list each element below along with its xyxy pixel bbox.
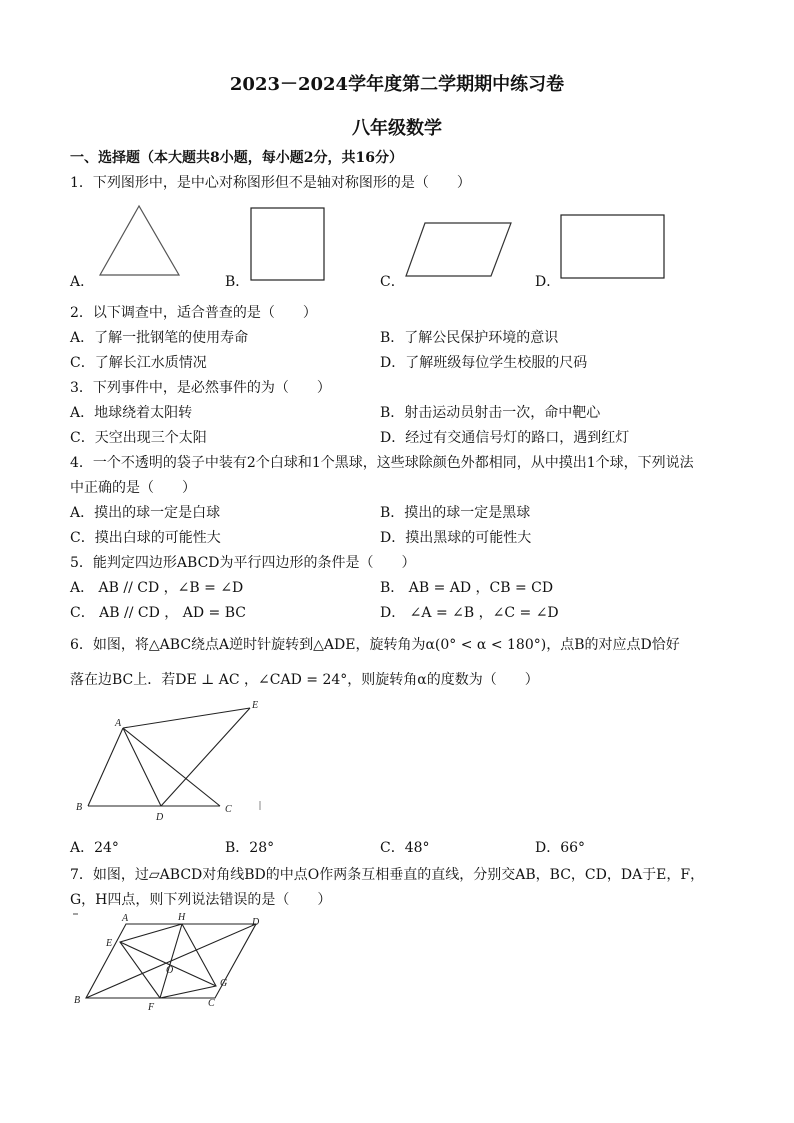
q5-option-c: C． AB // CD ， AD = BC: [70, 605, 246, 621]
q1-stem: 1．下列图形中，是中心对称图形但不是轴对称图形的是（ ）: [70, 175, 471, 191]
q5-option-d: D． ∠A = ∠B ，∠C = ∠D: [380, 605, 559, 621]
label-point-a: A: [122, 913, 129, 924]
q4-option-d: D．摸出黑球的可能性大: [380, 530, 532, 546]
label-point-b: B: [76, 802, 83, 813]
q6-option-d: D．66°: [535, 840, 586, 856]
label-point-e: E: [106, 938, 113, 949]
segment-ad: [123, 728, 161, 806]
q6-stem-line2: 落在边BC上．若DE ⊥ AC ，∠CAD = 24°，则旋转角α的度数为（ ）: [70, 672, 539, 688]
line-hf: [160, 924, 182, 998]
q5-option-a: A． AB // CD ，∠B = ∠D: [70, 580, 244, 596]
q6-option-c: C．48°: [380, 840, 430, 856]
label-point-h: H: [178, 912, 186, 923]
label-point-b: B: [74, 995, 81, 1006]
q1-parallelogram-figure: [403, 220, 515, 280]
q2-option-c: C．了解长江水质情况: [70, 355, 207, 371]
q2-option-a: A．了解一批钢笔的使用寿命: [70, 330, 249, 346]
q3-stem: 3．下列事件中，是必然事件的为（ ）: [70, 380, 331, 396]
q1-triangle-figure: [95, 203, 185, 278]
quadrilateral-ehgf: [120, 924, 216, 998]
q4-option-b: B．摸出的球一定是黑球: [380, 505, 531, 521]
q1-option-d: D．: [535, 274, 561, 290]
q5-option-b: B． AB = AD ，CB = CD: [380, 580, 554, 596]
label-point-e: E: [252, 700, 259, 711]
line-eg: [120, 942, 216, 986]
q2-stem: 2．以下调查中，适合普查的是（ ）: [70, 305, 317, 321]
q6-option-b: B．28°: [225, 840, 275, 856]
q1-rectangle-figure: [558, 212, 668, 282]
label-point-c: C: [208, 998, 215, 1009]
exam-title: 2023－2024学年度第二学期期中练习卷: [229, 74, 565, 95]
q2-option-b: B．了解公民保护环境的意识: [380, 330, 559, 346]
label-point-a: A: [115, 718, 122, 729]
q4-option-a: A．摸出的球一定是白球: [70, 505, 221, 521]
q1-option-a: A．: [70, 274, 95, 290]
label-point-g: G: [220, 978, 228, 989]
section-heading: 一、选择题（本大题共8小题，每小题2分，共16分）: [70, 150, 403, 166]
q4-stem-line1: 4．一个不透明的袋子中装有2个白球和1个黑球，这些球除颜色外都相同，从中摸出1个球，下列说法: [70, 455, 694, 471]
q3-option-c: C．天空出现三个太阳: [70, 430, 207, 446]
q7-parallelogram-figure: [70, 908, 270, 1014]
q1-option-c: C．: [380, 274, 405, 290]
q6-stem-line1: 6．如图，将△ABC绕点A逆时针旋转到△ADE，旋转角为α(0° < α < 180°)，点B的对应点D恰好: [70, 637, 680, 653]
q5-stem: 5．能判定四边形ABCD为平行四边形的条件是（ ）: [70, 555, 416, 571]
q2-option-d: D．了解班级每位学生校服的尺码: [380, 355, 588, 371]
segment-de: [161, 708, 250, 806]
q3-option-d: D．经过有交通信号灯的路口，遇到红灯: [380, 430, 630, 446]
label-point-d: D: [156, 812, 164, 823]
segment-ab: [88, 728, 123, 806]
q4-stem-line2: 中正确的是（ ）: [70, 480, 196, 496]
label-point-f: F: [148, 1002, 155, 1013]
q1-option-b: B．: [225, 274, 250, 290]
q3-option-a: A．地球绕着太阳转: [70, 405, 193, 421]
exam-subtitle: 八年级数学: [352, 118, 442, 139]
q6-rotation-figure: [70, 698, 270, 824]
q7-stem-line1: 7．如图，过▱ABCD对角线BD的中点O作两条互相垂直的直线，分别交AB，BC，CD，DA于E，F，: [70, 867, 705, 883]
label-point-d: D: [252, 917, 260, 928]
segment-ae: [123, 708, 250, 728]
label-point-o: O: [166, 965, 174, 976]
label-point-c: C: [225, 804, 232, 815]
q6-option-a: A．24°: [70, 840, 119, 856]
q4-option-c: C．摸出白球的可能性大: [70, 530, 221, 546]
q3-option-b: B．射击运动员射击一次，命中靶心: [380, 405, 601, 421]
q1-square-figure: [248, 205, 328, 283]
q7-stem-line2: G，H四点，则下列说法错误的是（ ）: [70, 892, 332, 908]
